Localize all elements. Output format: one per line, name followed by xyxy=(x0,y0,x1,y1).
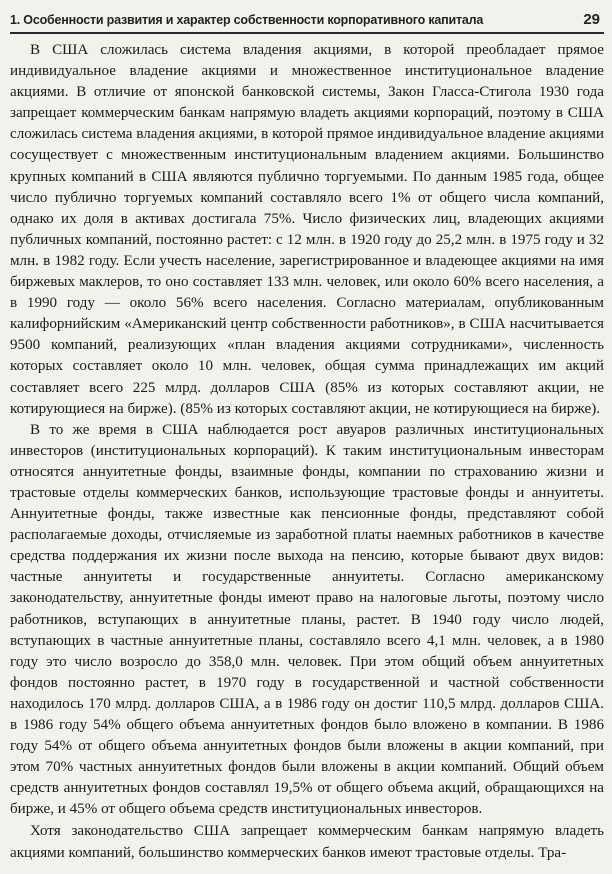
paragraph-3: Хотя законодательство США запрещает коммерческим банкам напрямую владеть акциями компаний, большинство коммерческих банков имеют трастовые отделы. Тра- xyxy=(10,823,604,861)
running-head xyxy=(10,10,604,34)
section-title: 1. Особенности развития и характер собственности корпоративного капитала xyxy=(10,13,484,27)
paragraph-1: В США сложилась система владения акциями, в которой преобладает прямое индивидуальное владение акциями и множественное институциональное владение акциями. В отличие от японской банковской системы, Закон Гласса-Стигола 1930 года запрещает коммерческим банкам напрямую владеть акциями корпораций, поэтому в США сложилась система владения акциями, в которой прямое индивидуальное владение акциями сосуществует с множественным институциональным владением акциями. Большинство крупных компаний в США являются публично торгуемыми. По данным 1985 года, общее число публично торгуемых компаний составляло всего 1% от общего числа компаний, однако их доля в активах достигала 75%. Число физических лиц, владеющих акциями публичных компаний, постоянно растет: с 12 млн. в 1920 году до 25,2 млн. в 1975 году и 32 млн. в 1982 году. Если учесть население, зарегистрированное и владеющее акциями на имя биржевых маклеров, то оно составляет 133 млн. человек, или около 60% всего населения, а в 1990 году — около 56% всего населения. Согласно материалам, опубликованным калифорнийским «Американский центр собственности работников», в США насчитывается 9500 компаний, реализующих «план владения акциями сотрудниками», численность которых составляет около 10 млн. человек, общая сумма принадлежащих им акций составляет всего 225 млрд. долларов США (85% из которых составляют акции, не котирующиеся на бирже). (85% из которых составляют акции, не котирующиеся на бирже). xyxy=(10,42,604,417)
paragraph-2: В то же время в США наблюдается рост авуаров различных институциональных инвесторов (институциональных корпораций). К таким институциональным инвесторам относятся аннуитетные фонды, взаимные фонды, компании по страхованию жизни и трастовые отделы коммерческих банков, использующие трастовые фонды и аннуитеты. Аннуитетные фонды, также известные как пенсионные фонды, представляют собой располагаемые доходы, отчисляемые из заработной платы наемных работников в качестве средства поддержания их жизни после выхода на пенсию, которые бывают двух видов: частные аннуитеты и государственные аннуитеты. Согласно американскому законодательству, аннуитетные фонды имеют право на налоговые льготы, поэтому число работников, вступающих в аннуитетные планы, растет. В 1940 году число людей, вступающих в частные аннуитетные планы, составляло всего 4,1 млн. человек, а в 1980 году это число возросло до 358,0 млн. человек. При этом общий объем аннуитетных фондов постоянно растет, в 1970 году в государственной и частной собственности находилось 170 млрд. долларов США, а в 1986 году он достиг 110,5 млрд. долларов США. в 1986 году 54% общего объема аннуитетных фондов было вложено в компании. В 1986 году 54% от общего объема аннуитетных фондов были вложены в акции компаний, при этом 70% частных аннуитетных фондов были вложены в акции компаний. Общий объем средств аннуитетных фондов составлял 19,5% от общего объема акций, обращающихся на бирже, и 45% от общего объема средств институциональных инвесторов. xyxy=(10,421,604,818)
body-text xyxy=(10,40,604,864)
page-number: 29 xyxy=(583,11,600,28)
